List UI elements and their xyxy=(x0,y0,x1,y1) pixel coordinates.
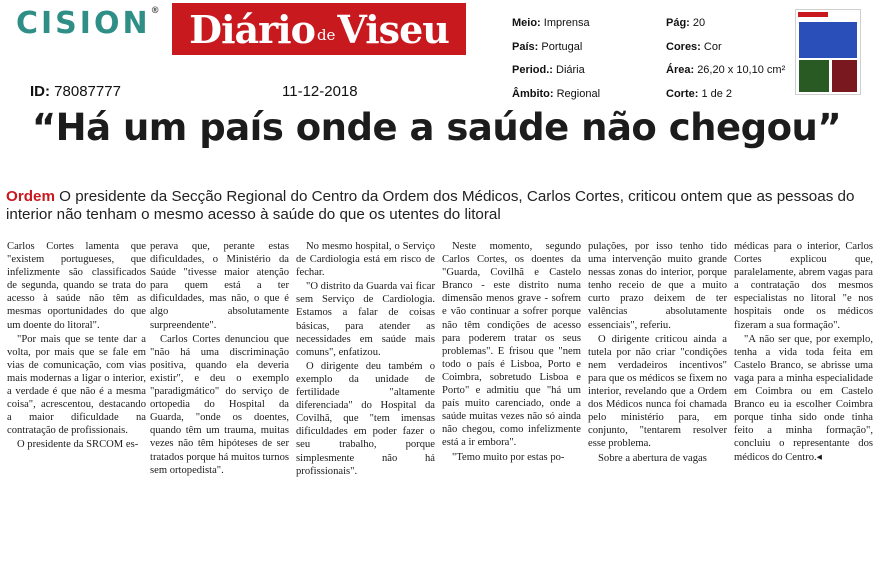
meta-row xyxy=(512,59,600,83)
meta-value: 26,20 x 10,10 cm² xyxy=(697,64,786,76)
thumbnail-ad-block xyxy=(799,60,829,92)
meta-label: Âmbito: xyxy=(512,87,554,100)
meta-row xyxy=(512,12,600,36)
paragraph: "O distrito da Guarda vai ficar sem Serviço de Cardiologia. Estamos a falar de coisas básicas, para atender as necessidades em saúde mais comuns", enfatizou. xyxy=(296,281,435,358)
paragraph: Neste momento, segundo Carlos Cortes, os doentes da "Guarda, Covilhã e Castelo Branco - este distrito numa dimensão menos grave - sofrem e vão continuar a sofrer porque não têm condições de acesso para poderem tratar os seus problemas". E frisou que "nem todo o país é Lisboa, Porto e Coimbra, sobretudo Lisboa e Porto" e admitiu que "há um país muito carenciado, onde a saúde muitas vezes não só ainda não chegou, como infelizmente está a ir embora". xyxy=(442,241,581,449)
paragraph: O presidente da SRCOM es- xyxy=(17,439,139,451)
meta-right xyxy=(666,12,785,106)
meta-label: Period.: xyxy=(512,64,553,76)
article-column-6 xyxy=(734,240,873,464)
meta-label: País: xyxy=(512,40,539,53)
meta-value: Diária xyxy=(556,64,585,76)
meta-row xyxy=(666,36,785,60)
meta-value: Portugal xyxy=(541,40,583,53)
paragraph: "Por mais que se tente dar a volta, por mais que se fale em vias de comunicação, com vias mais modernas a ligar o interior, a verdade é que não é a mesma coisa", acrescentou, destacando a maior dificuldade na contratação de profissionais. xyxy=(7,333,146,437)
paragraph: O dirigente criticou ainda a tutela por não criar "condições nem verdadeiros incentivos" para que os médicos se fixem no interior, revelando que a Ordem dos Médicos nunca foi chamada pelo ministério para, em conjunto, "tentarem resolver esse problema. xyxy=(588,333,727,450)
lead-text: O presidente da Secção Regional do Centro da Ordem dos Médicos, Carlos Cortes, criticou ontem que as pessoas do interior não tenham o mesmo acesso à saúde do que os utentes do litoral xyxy=(6,188,855,223)
cision-logo-text: CISION xyxy=(16,6,151,41)
article-column-4 xyxy=(442,240,581,464)
headline: “Há um país onde a saúde não chegou” xyxy=(31,106,842,149)
page-thumbnail xyxy=(795,9,861,95)
paragraph: Sobre a abertura de vagas xyxy=(598,452,707,464)
meta-label: Área: xyxy=(666,64,695,76)
meta-label: Meio: xyxy=(512,17,541,29)
meta-left xyxy=(512,12,600,106)
paragraph: "Temo muito por estas po- xyxy=(452,451,565,463)
clipping-id-label: ID: xyxy=(30,83,50,100)
newspaper-logo-part1: Diário xyxy=(189,6,315,52)
kicker: Ordem xyxy=(6,188,55,205)
newspaper-logo-part2: de xyxy=(316,26,336,44)
meta-value: Imprensa xyxy=(543,17,590,29)
meta-value: 1 de 2 xyxy=(701,87,733,100)
thumbnail-header-block xyxy=(798,12,828,17)
clipping-id xyxy=(30,83,121,100)
registered-mark: ® xyxy=(150,6,160,16)
clipping-id-value: 78087777 xyxy=(54,83,121,100)
meta-label: Pág: xyxy=(666,17,690,29)
article-column-5 xyxy=(588,240,727,465)
newspaper-logo-part3: Viseu xyxy=(337,6,449,52)
paragraph: "A não ser que, por exemplo, tenha a vida toda feita em Castelo Branco, se abrisse uma vaga para a minha especialidade em Coimbra ou em Castelo Branco eu ia escolher Coimbra porque tinha sido onde tinha feito a minha formação", concluiu o representante dos médicos do Centro.◂ xyxy=(734,333,873,463)
meta-row xyxy=(666,12,785,36)
meta-row xyxy=(666,83,785,107)
article-column-3 xyxy=(296,240,435,478)
paragraph: O dirigente deu também o exemplo da unidade de fertilidade "altamente diferenciada" do Hospital da Covilhã, que "tem imensas dificuldades em poder fazer o seu trabalho, porque simplesmente não há profissionais". xyxy=(296,360,435,477)
meta-row xyxy=(666,59,785,83)
thumbnail-image-block xyxy=(832,60,857,92)
meta-label: Cores: xyxy=(666,40,701,53)
thumbnail-table-block xyxy=(799,22,857,58)
paragraph: perava que, perante estas dificuldades, o Ministério da Saúde "tivesse maior atenção para quem está a ter dificuldades, mas não, o que é algo absolutamente surpreendente". xyxy=(150,241,289,331)
publication-date: 11-12-2018 xyxy=(282,83,358,100)
paragraph: médicas para o interior, Carlos Cortes explicou que, paralelamente, abrem vagas para a contratação dos mesmos especialistas no litoral "e nos hospitais onde os médicos fizeram a sua formação". xyxy=(734,241,873,331)
paragraph: No mesmo hospital, o Serviço de Cardiologia está em risco de fechar. xyxy=(296,241,435,279)
paragraph: pulações, por isso tenho tido uma intervenção muito grande nessas zonas do interior, porque tenho receio de que a muito curto prazo deixem de ter valências absolutamente essenciais", referiu. xyxy=(588,241,727,331)
paragraph: Carlos Cortes lamenta que "existem portugueses, que infelizmente são classificados de segunda, quando se trata do acesso à saúde não têm as mesmas oportunidades do que um doente do litoral". xyxy=(7,241,146,331)
cision-logo xyxy=(16,6,160,41)
meta-value: Regional xyxy=(556,87,601,100)
meta-row xyxy=(512,36,600,60)
newspaper-logo xyxy=(172,3,466,55)
paragraph: Carlos Cortes denunciou que "não há uma discriminação positiva, quando ela deveria existir", e deu o exemplo "paradigmático" do serviço de ortopedia do Hospital da Guarda, "onde os doentes, quando têm um trauma, muitas vezes não têm hipóteses de ser tratados porque há muitos turnos sem ortopedista". xyxy=(150,333,289,476)
meta-value: 20 xyxy=(692,17,706,29)
article-column-1 xyxy=(7,240,146,452)
article-column-2 xyxy=(150,240,289,477)
lead-paragraph xyxy=(6,188,866,224)
meta-row xyxy=(512,83,600,107)
meta-label: Corte: xyxy=(666,87,699,100)
meta-value: Cor xyxy=(703,40,722,53)
